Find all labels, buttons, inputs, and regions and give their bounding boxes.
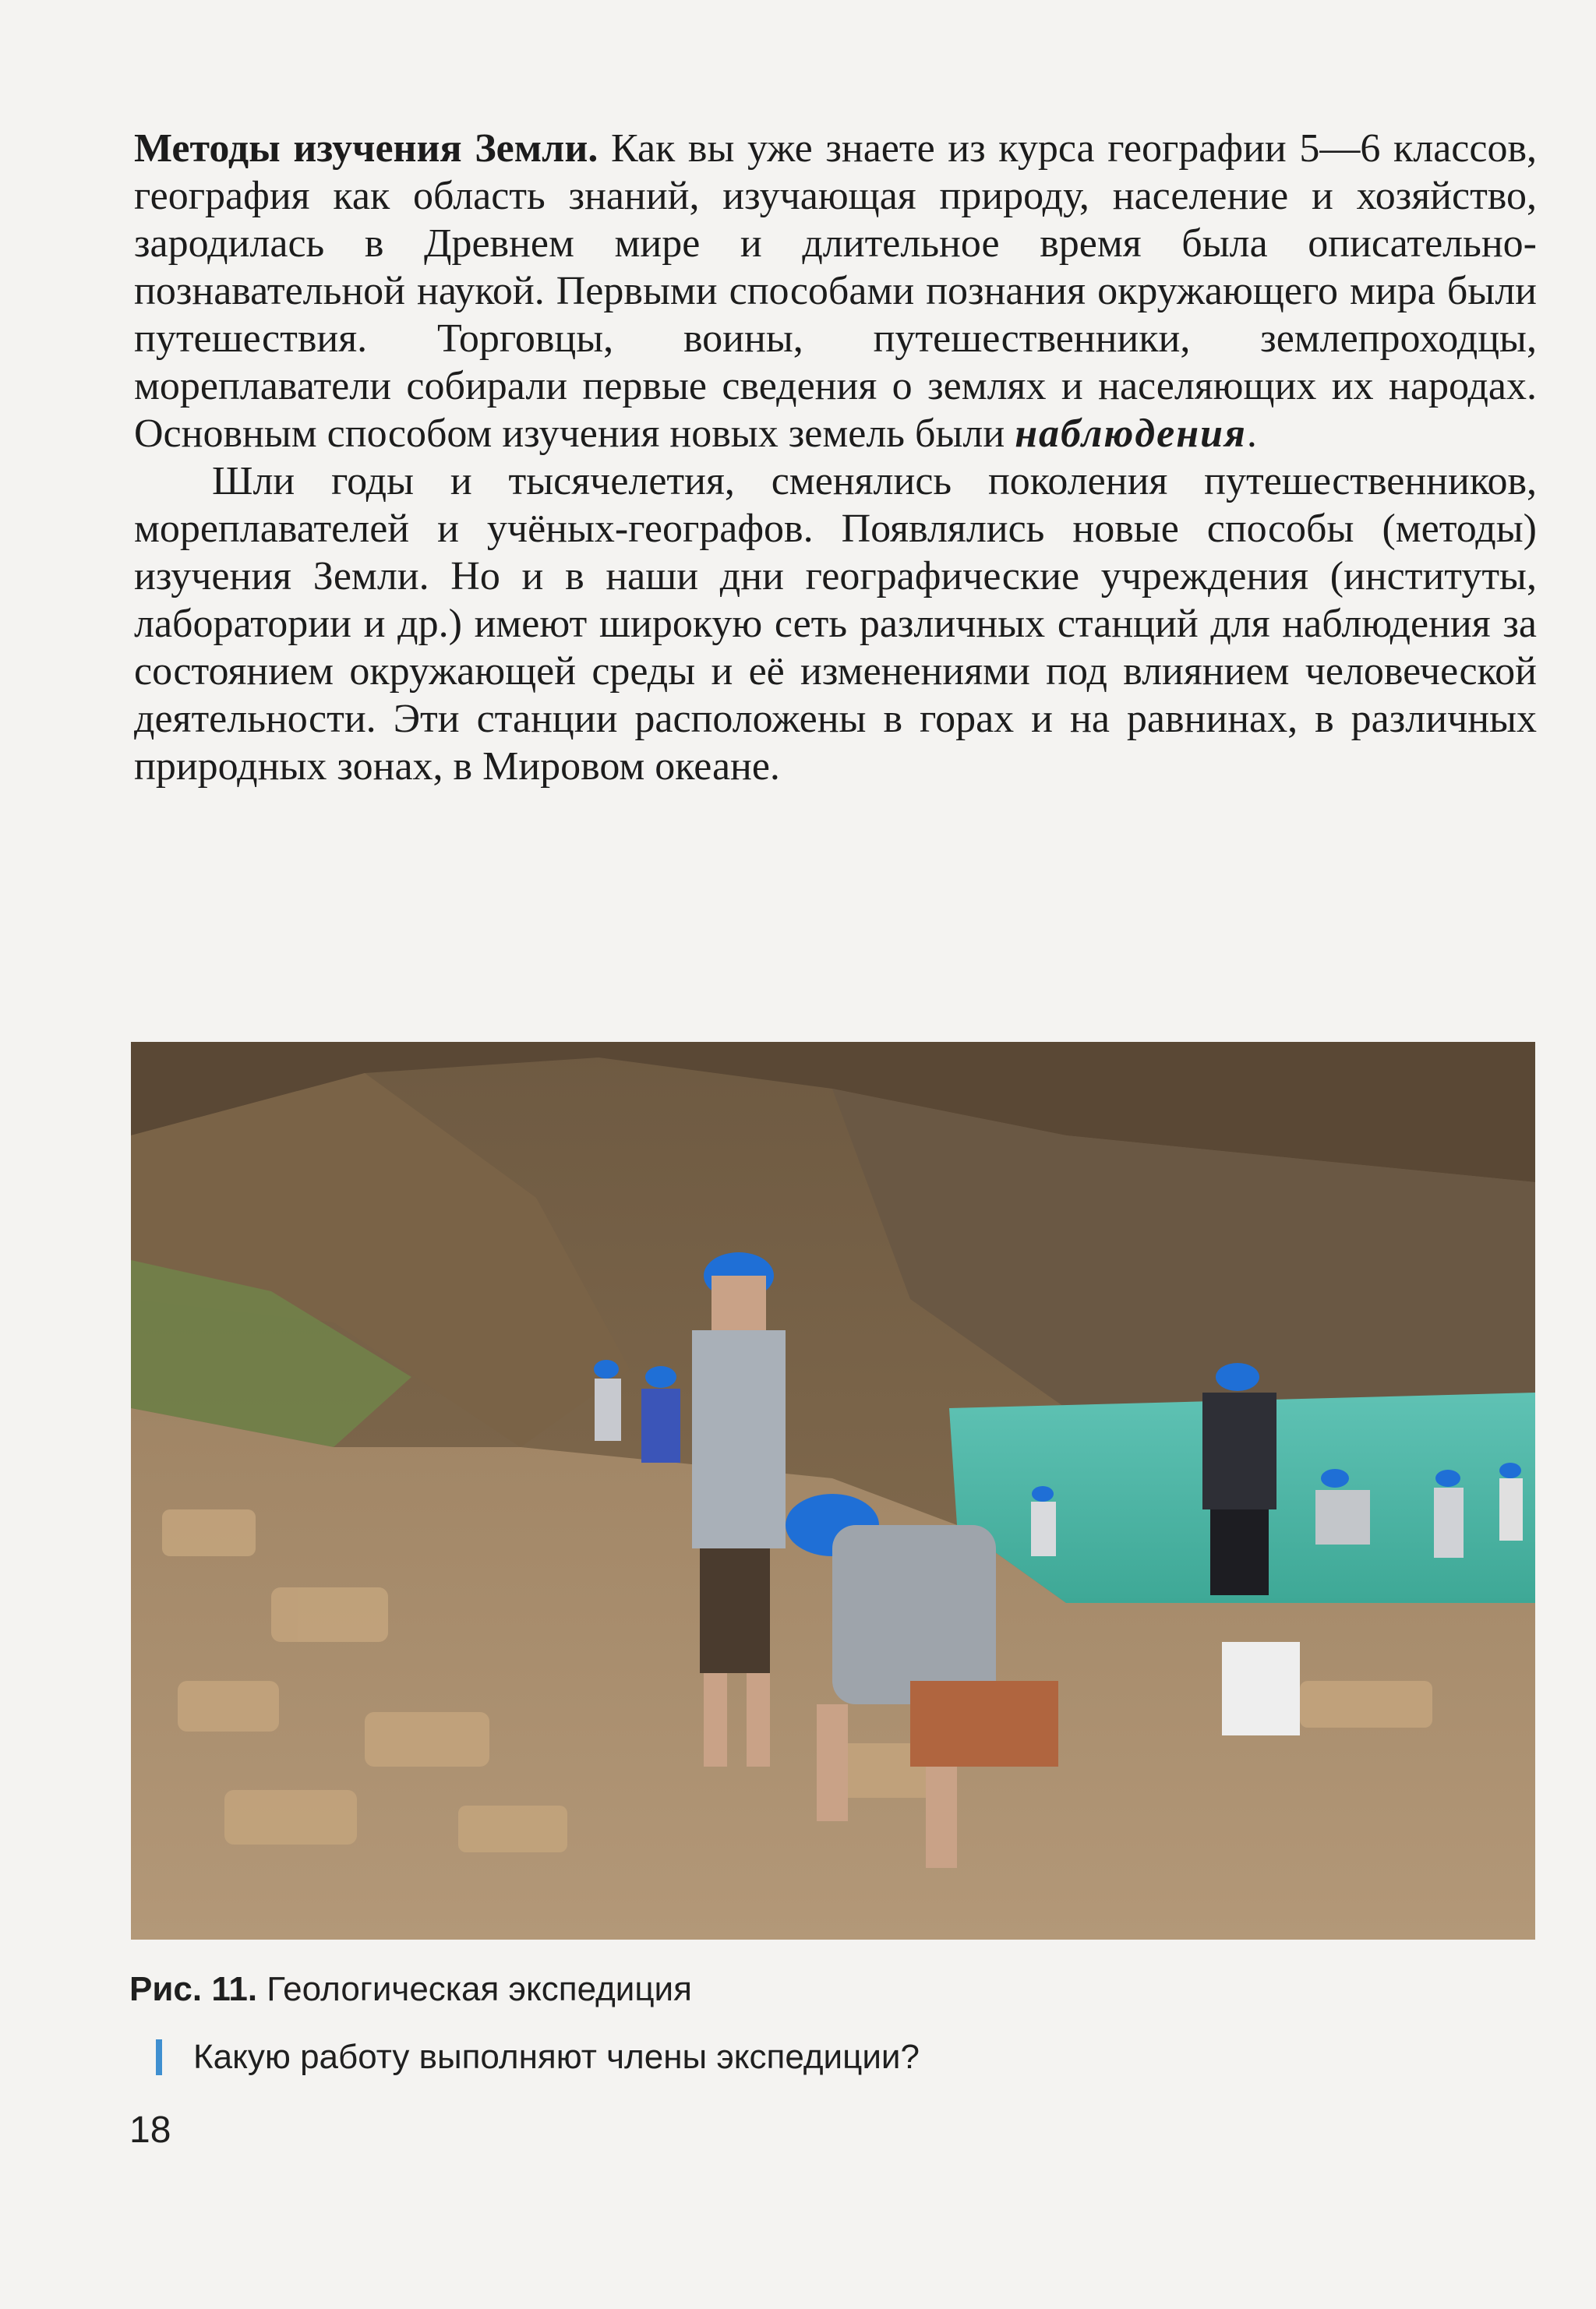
key-term: наблюдения [1015, 411, 1247, 456]
question-text: Какую работу выполняют члены экспедиции? [193, 2038, 920, 2076]
bucket [1222, 1642, 1300, 1735]
paragraph-1 [134, 125, 1537, 457]
paragraph-2: Шли годы и тысячелетия, сменялись поколения путешественников, мореплавателей и учёных-географов. Появлялись новые способы (методы) изучения Земли. Но и в наши дни географические учреждения (институты, лаборатории и др.) имеют широкую сеть различных станций для наблюдения за состоянием окружающей среды и её изменениями под влиянием человеческой деятельности. Эти станции расположены в горах и на равнинах, в различных природных зонах, в Мировом океане. [134, 459, 1537, 789]
expedition-photo [131, 1042, 1535, 1940]
figure-caption [129, 1968, 692, 2011]
section-heading: Методы изучения Земли. [134, 126, 598, 171]
paragraph-1-end: . [1246, 411, 1257, 456]
figure-title: Геологическая экспедиция [257, 1970, 692, 2008]
paragraph-1-text: Как вы уже знаете из курса географии 5—6 классов, география как область знаний, изучающая природу, население и хозяйство, зародилась в Древнем мире и длительное время была описательно-познавательной наукой. Первыми способами познания окружающего мира были путешествия. Торговцы, воины, путешественники, землепроходцы, мореплаватели собирали первые сведения о землях и населяющих их народах. Основным способом изучения новых земель были [134, 126, 1538, 456]
figure-question [156, 2035, 920, 2079]
figure-label: Рис. 11. [129, 1970, 258, 2008]
expedition-photo-illustration [131, 1042, 1535, 1940]
question-marker-icon [156, 2039, 162, 2075]
body-text [134, 125, 1537, 790]
page-number: 18 [129, 2110, 171, 2151]
